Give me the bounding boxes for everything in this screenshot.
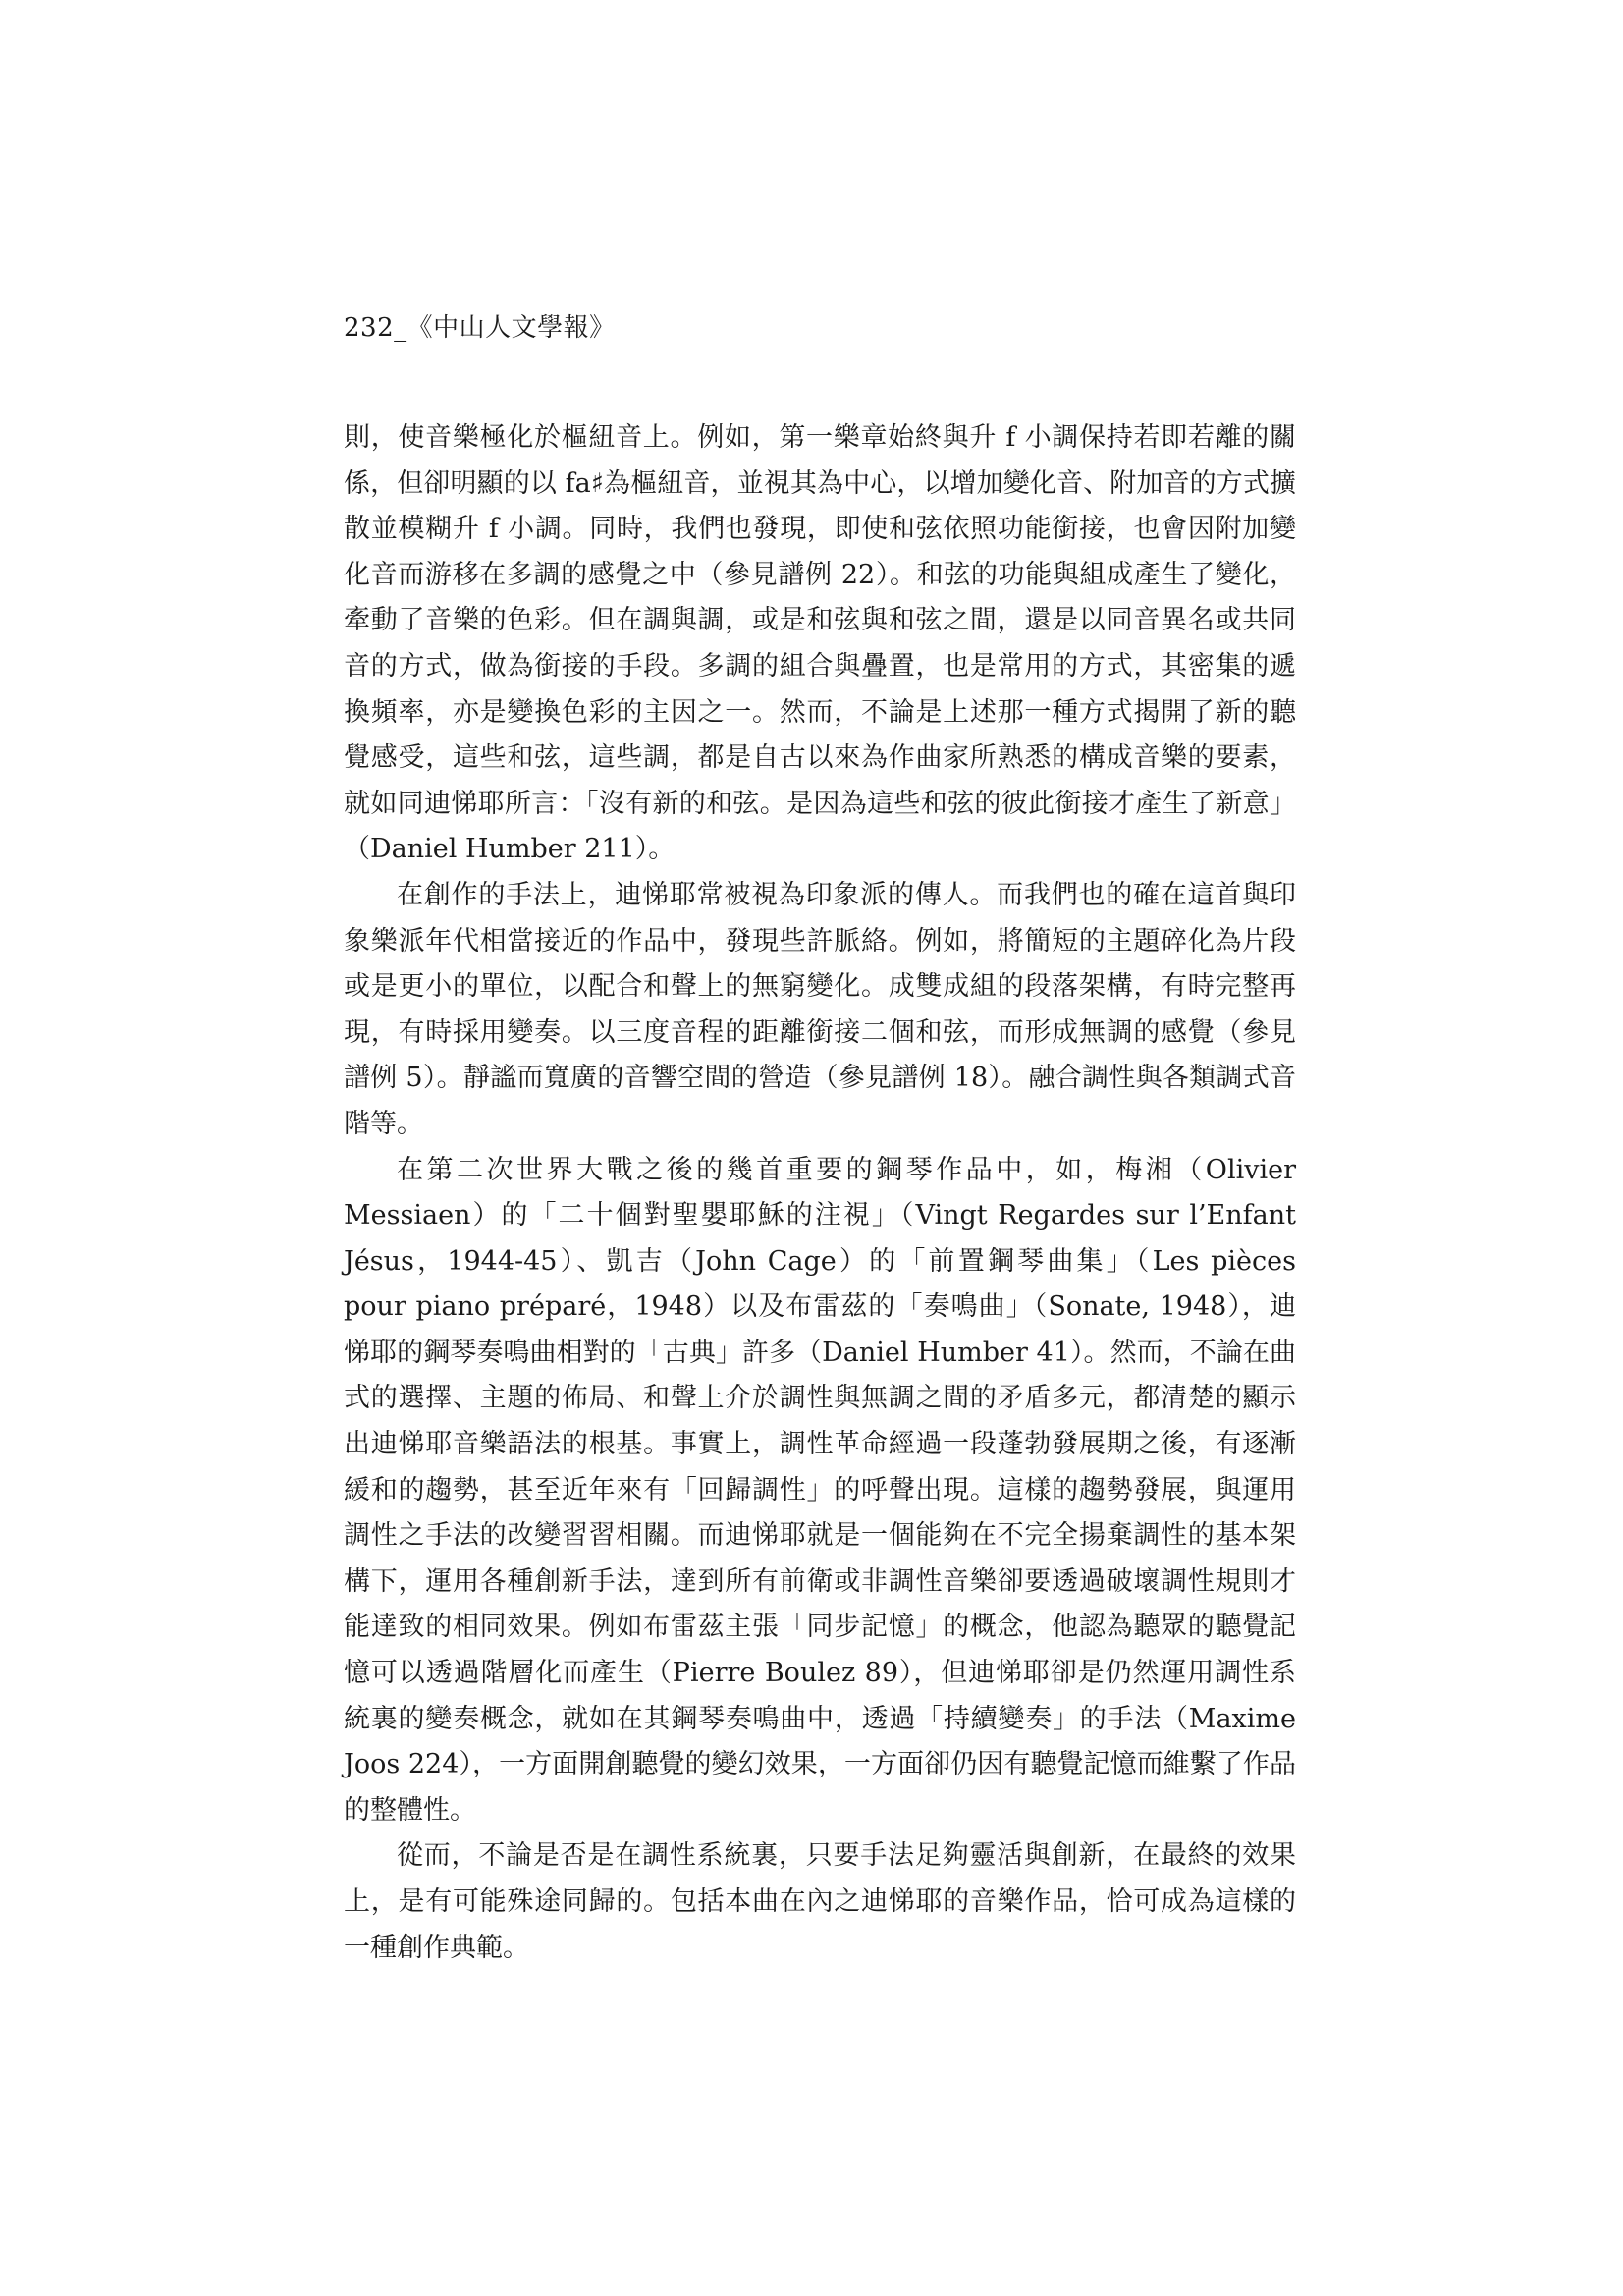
running-header: 232_《中山人文學報》 bbox=[344, 313, 616, 343]
paragraph-2: 在創作的手法上，迪悌耶常被視為印象派的傳人。而我們也的確在這首與印象樂派年代相當接近的作品中，發現些許脈絡。例如，將簡短的主題碎化為片段或是更小的單位，以配合和聲上的無窮變化。成雙成組的段落架構，有時完整再現，有時採用變奏。以三度音程的距離銜接二個和弦，而形成無調的感覺（參見譜例 5）。靜謐而寬廣的音響空間的營造（參見譜例 18）。融合調性與各類調式音階等。 bbox=[344, 879, 1296, 1139]
paragraph-1: 則，使音樂極化於樞紐音上。例如，第一樂章始終與升 f 小調保持若即若離的關係，但卻明顯的以 fa♯為樞紐音，並視其為中心，以增加變化音、附加音的方式擴散並模糊升 f 小調。同時，我們也發現，即使和弦依照功能銜接，也會因附加變化音而游移在多調的感覺之中（參見譜例 22）。和弦的功能與組成產生了變化，牽動了音樂的色彩。但在調與調，或是和弦與和弦之間，還是以同音異名或共同音的方式，做為銜接的手段。多調的組合與疊置，也是常用的方式，其密集的遞換頻率，亦是變換色彩的主因之一。然而，不論是上述那一種方式揭開了新的聽覺感受，這些和弦，這些調，都是自古以來為作曲家所熟悉的構成音樂的要素，就如同迪悌耶所言：「沒有新的和弦。是因為這些和弦的彼此銜接才產生了新意」（Daniel Humber 211）。 bbox=[344, 422, 1296, 865]
paragraph-3: 在第二次世界大戰之後的幾首重要的鋼琴作品中，如，梅湘（Olivier Messiaen）的「二十個對聖嬰耶穌的注視」（Vingt Regardes sur l’Enfant Jésus，1944-45）、凱吉（John Cage）的「前置鋼琴曲集」（Les pièces pour piano préparé，1948）以及布雷茲的「奏鳴曲」（Sonate, 1948），迪悌耶的鋼琴奏鳴曲相對的「古典」許多（Daniel Humber 41）。然而，不論在曲式的選擇、主題的佈局、和聲上介於調性與無調之間的矛盾多元，都清楚的顯示出迪悌耶音樂語法的根基。事實上，調性革命經過一段蓬勃發展期之後，有逐漸緩和的趨勢，甚至近年來有「回歸調性」的呼聲出現。這樣的趨勢發展，與運用調性之手法的改變習習相關。而迪悌耶就是一個能夠在不完全揚棄調性的基本架構下，運用各種創新手法，達到所有前衛或非調性音樂卻要透過破壞調性規則才能達致的相同效果。例如布雷茲主張「同步記憶」的概念，他認為聽眾的聽覺記憶可以透過階層化而產生（Pierre Boulez 89），但迪悌耶卻是仍然運用調性系統裏的變奏概念，就如在其鋼琴奏鳴曲中，透過「持續變奏」的手法（Maxime Joos 224），一方面開創聽覺的變幻效果，一方面卻仍因有聽覺記憶而維繫了作品的整體性。 bbox=[344, 1154, 1296, 1826]
paragraph-4: 從而，不論是否是在調性系統裏，只要手法足夠靈活與創新，在最終的效果上，是有可能殊途同歸的。包括本曲在內之迪悌耶的音樂作品，恰可成為這樣的一種創作典範。 bbox=[344, 1840, 1296, 1963]
body-text bbox=[344, 415, 1296, 1971]
